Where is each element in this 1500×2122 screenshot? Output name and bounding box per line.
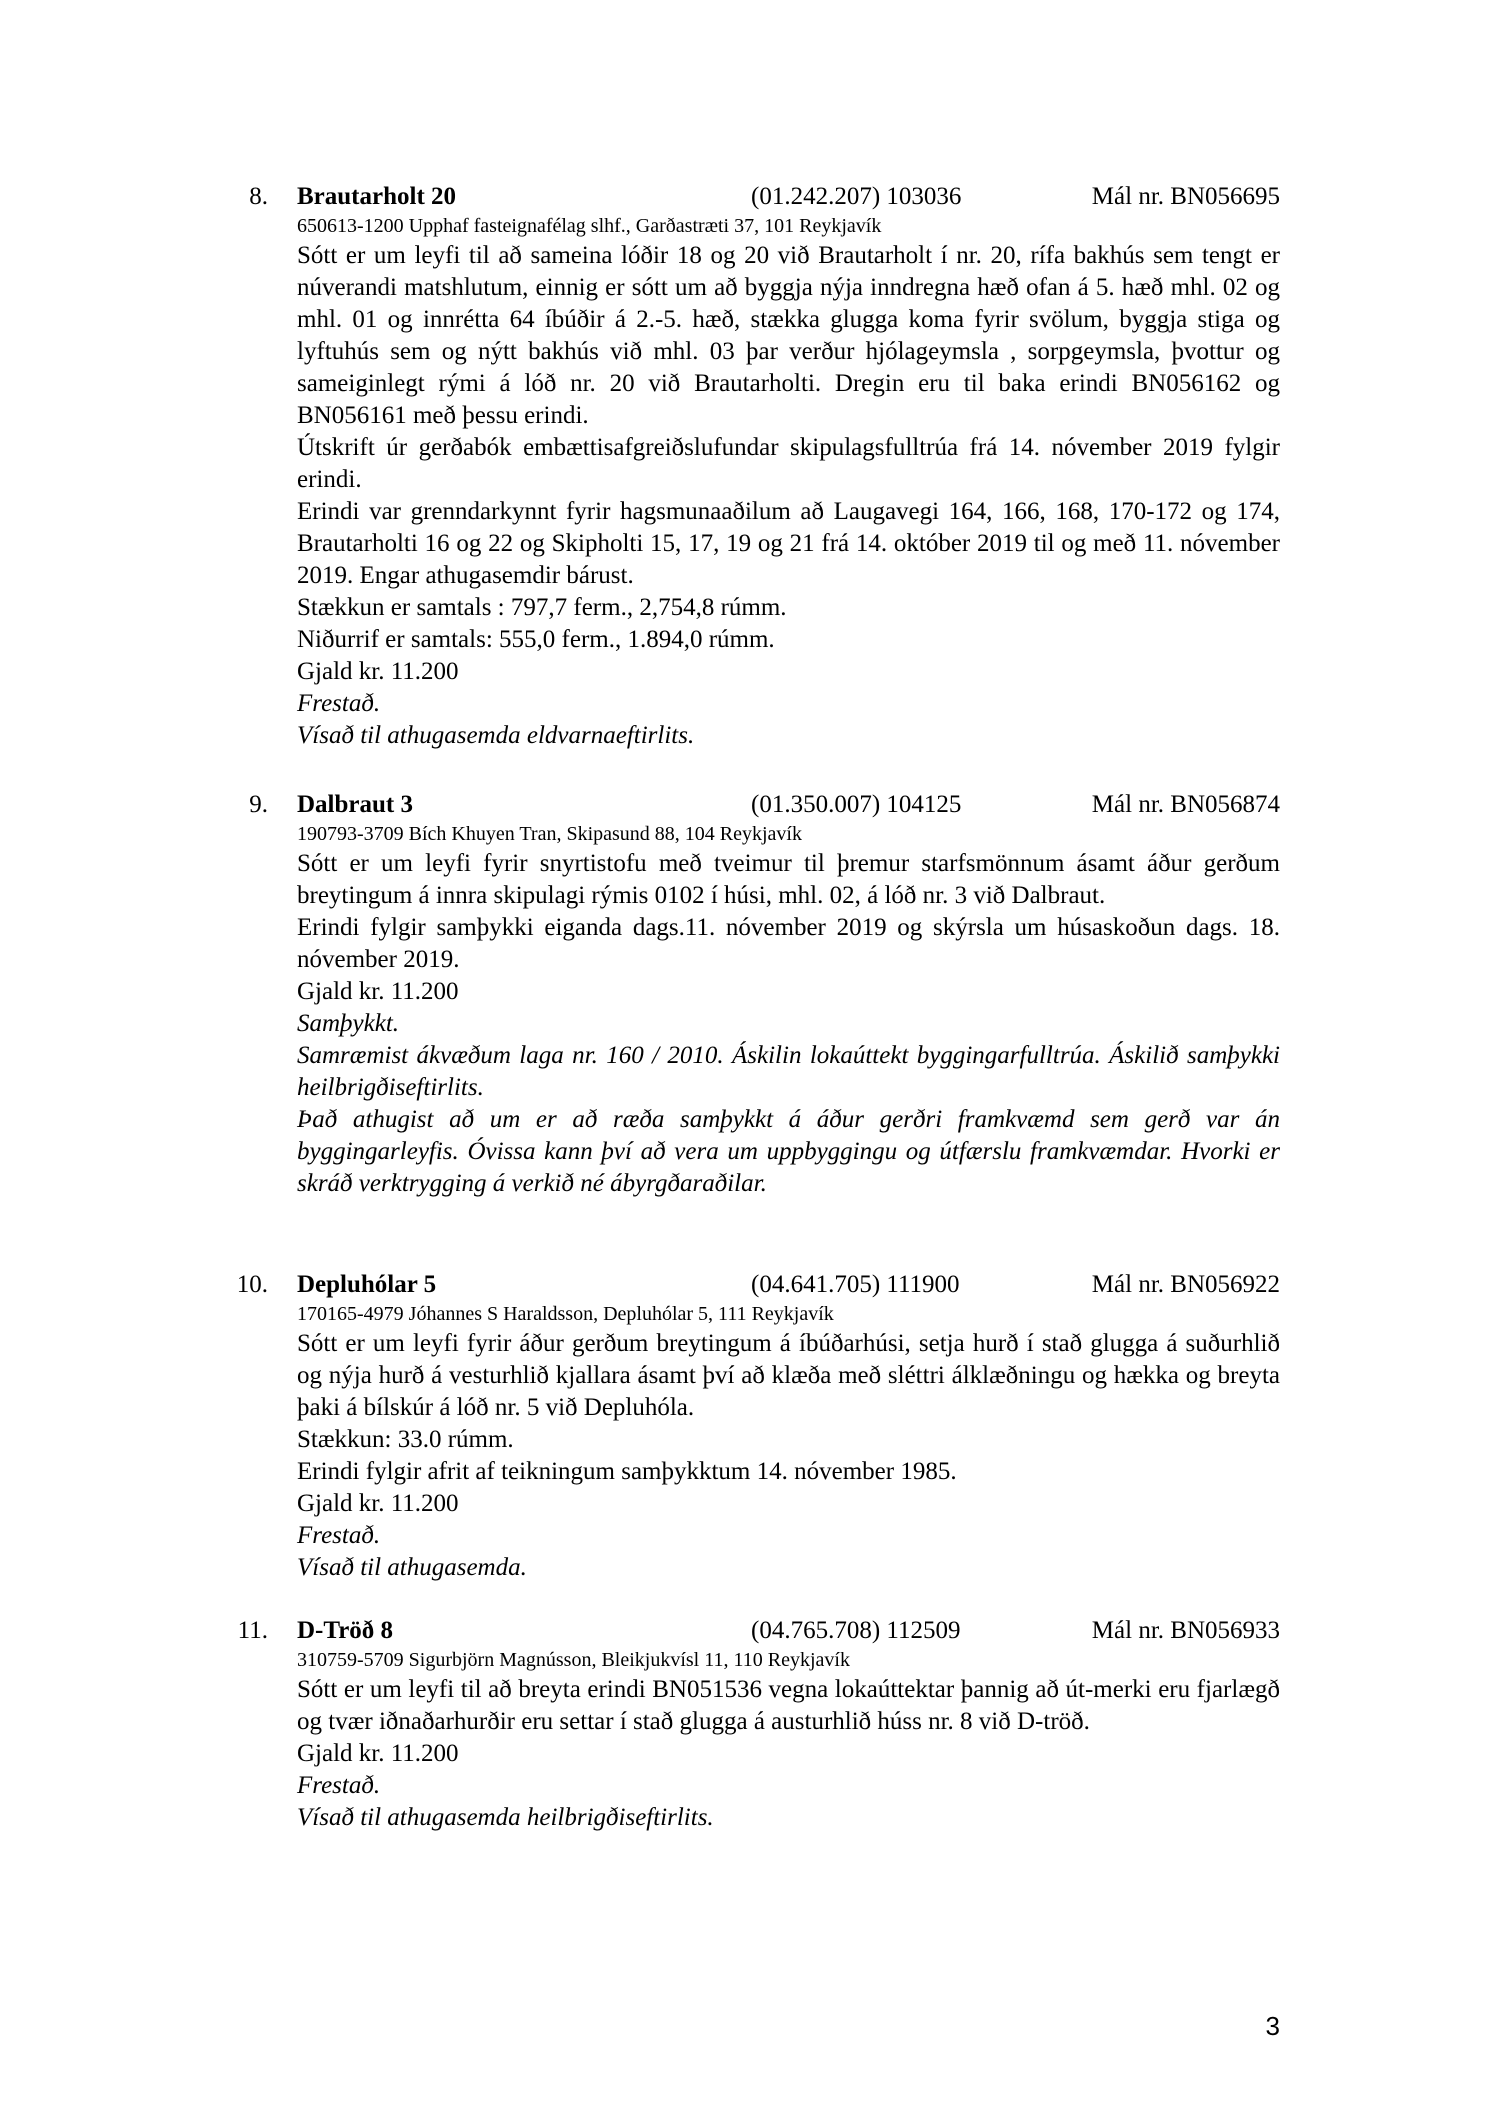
case-address: Brautarholt 20	[297, 183, 457, 210]
case-referral: Vísað til athugasemda eldvarnaeftirlits.	[297, 722, 695, 749]
case-entry-9	[238, 788, 1280, 1200]
case-file-number: Mál nr. BN056922	[1091, 1271, 1280, 1298]
case-address: Depluhólar 5	[297, 1271, 437, 1298]
case-entry-11	[238, 1614, 1280, 1834]
case-header	[238, 1268, 1280, 1301]
case-description: Sótt er um leyfi fyrir snyrtistofu með tveimur til þremur starfsmönnum ásamt áður gerðum breytingum á innra skipulagi rýmis 0102 í húsi, mhl. 02, á lóð nr. 3 við Dalbraut.	[297, 850, 1280, 909]
case-description: Sótt er um leyfi til að breyta erindi BN051536 vegna lokaúttektar þannig að út-merki eru fjarlægð og tvær iðnaðarhurðir eru settar í stað glugga á austurhlið húss nr. 8 við D-tröð.	[297, 1676, 1280, 1735]
case-body	[297, 821, 1280, 1200]
case-attachment: Erindi fylgir afrit af teikningum samþykktum 14. nóvember 1985.	[297, 1458, 957, 1485]
applicant: 310759-5709 Sigurbjörn Magnússon, Bleikjukvísl 11, 110 Reykjavík	[297, 1649, 850, 1671]
case-file-number: Mál nr. BN056695	[1091, 183, 1280, 210]
case-decision: Frestað.	[297, 1522, 381, 1549]
property-reference: (01.242.207) 103036	[751, 183, 962, 210]
case-header	[238, 788, 1280, 821]
case-fee: Gjald kr. 11.200	[297, 658, 459, 685]
applicant: 650613-1200 Upphaf fasteignafélag slhf., Garðastræti 37, 101 Reykjavík	[297, 215, 882, 237]
case-number: 11.	[237, 1617, 268, 1644]
case-referral: Vísað til athugasemda heilbrigðiseftirlits.	[297, 1804, 714, 1831]
case-file-number: Mál nr. BN056933	[1091, 1617, 1280, 1644]
case-entry-8	[238, 180, 1280, 752]
case-number: 8.	[249, 183, 268, 210]
case-decision: Frestað.	[297, 690, 381, 717]
case-decision: Frestað.	[297, 1772, 381, 1799]
case-enlargement: Stækkun: 33.0 rúmm.	[297, 1426, 514, 1453]
case-body	[297, 1647, 1280, 1834]
case-neighbour-notice: Erindi var grenndarkynnt fyrir hagsmunaaðilum að Laugavegi 164, 166, 168, 170-172 og 174, Brautarholti 16 og 22 og Skipholti 15, 17, 19 og 21 frá 14. október 2019 til og með 11. nóvember 2019. Engar athugasemdir bárust.	[297, 498, 1280, 589]
case-fee: Gjald kr. 11.200	[297, 978, 459, 1005]
case-address: Dalbraut 3	[297, 791, 413, 818]
case-decision: Samþykkt.	[297, 1010, 400, 1037]
case-note: Það athugist að um er að ræða samþykkt á áður gerðri framkvæmd sem gerð var án byggingarleyfis. Óvissa kann því að vera um uppbyggingu og útfærslu framkvæmdar. Hvorki er skráð verktrygging á verkið né ábyrgðaraðilar.	[297, 1106, 1280, 1197]
case-number: 9.	[249, 791, 268, 818]
case-file-number: Mál nr. BN056874	[1091, 791, 1280, 818]
property-reference: (04.641.705) 111900	[751, 1271, 960, 1298]
case-enlargement: Stækkun er samtals : 797,7 ferm., 2,754,8 rúmm.	[297, 594, 787, 621]
case-conditions: Samræmist ákvæðum laga nr. 160 / 2010. Áskilin lokaúttekt byggingarfulltrúa. Áskilið samþykki heilbrigðiseftirlits.	[297, 1042, 1280, 1101]
case-header	[238, 180, 1280, 213]
case-fee: Gjald kr. 11.200	[297, 1740, 459, 1767]
applicant: 170165-4979 Jóhannes S Haraldsson, Depluhólar 5, 111 Reykjavík	[297, 1303, 834, 1325]
page-number: 3	[1265, 2011, 1280, 2041]
property-reference: (01.350.007) 104125	[751, 791, 962, 818]
case-description: Sótt er um leyfi fyrir áður gerðum breytingum á íbúðarhúsi, setja hurð í stað glugga á suðurhlið og nýja hurð á vesturhlið kjallara ásamt því að klæða með sléttri álklæðningu og hækka og breyta þaki á bílskúr á lóð nr. 5 við Depluhóla.	[297, 1330, 1280, 1421]
applicant: 190793-3709 Bích Khuyen Tran, Skipasund 88, 104 Reykjavík	[297, 823, 802, 845]
case-fee: Gjald kr. 11.200	[297, 1490, 459, 1517]
property-reference: (04.765.708) 112509	[751, 1617, 961, 1644]
case-referral: Vísað til athugasemda.	[297, 1554, 527, 1581]
case-body	[297, 1301, 1280, 1584]
case-entry-10	[238, 1268, 1280, 1584]
case-address: D-Tröð 8	[297, 1617, 394, 1644]
case-description: Sótt er um leyfi til að sameina lóðir 18 og 20 við Brautarholt í nr. 20, rífa bakhús sem tengt er núverandi matshlutum, einnig er sótt um að byggja nýja inndregna hæð ofan á 5. hæð mhl. 02 og mhl. 01 og innrétta 64 íbúðir á 2.-5. hæð, stækka glugga koma fyrir svölum, byggja stiga og lyftuhús sem og nýtt bakhús við mhl. 03 þar verður hjólageymsla , sorpgeymsla, þvottur og sameiginlegt rými á lóð nr. 20 við Brautarholti. Dregin eru til baka erindi BN056162 og BN056161 með þessu erindi.	[297, 242, 1280, 429]
case-demolition: Niðurrif er samtals: 555,0 ferm., 1.894,0 rúmm.	[297, 626, 775, 653]
case-extract: Útskrift úr gerðabók embættisafgreiðslufundar skipulagsfulltrúa frá 14. nóvember 2019 fylgir erindi.	[297, 434, 1280, 493]
case-number: 10.	[236, 1271, 268, 1298]
case-attachment: Erindi fylgir samþykki eiganda dags.11. nóvember 2019 og skýrsla um húsaskoðun dags. 18. nóvember 2019.	[297, 914, 1280, 973]
case-header	[238, 1614, 1280, 1647]
case-body	[297, 213, 1280, 752]
